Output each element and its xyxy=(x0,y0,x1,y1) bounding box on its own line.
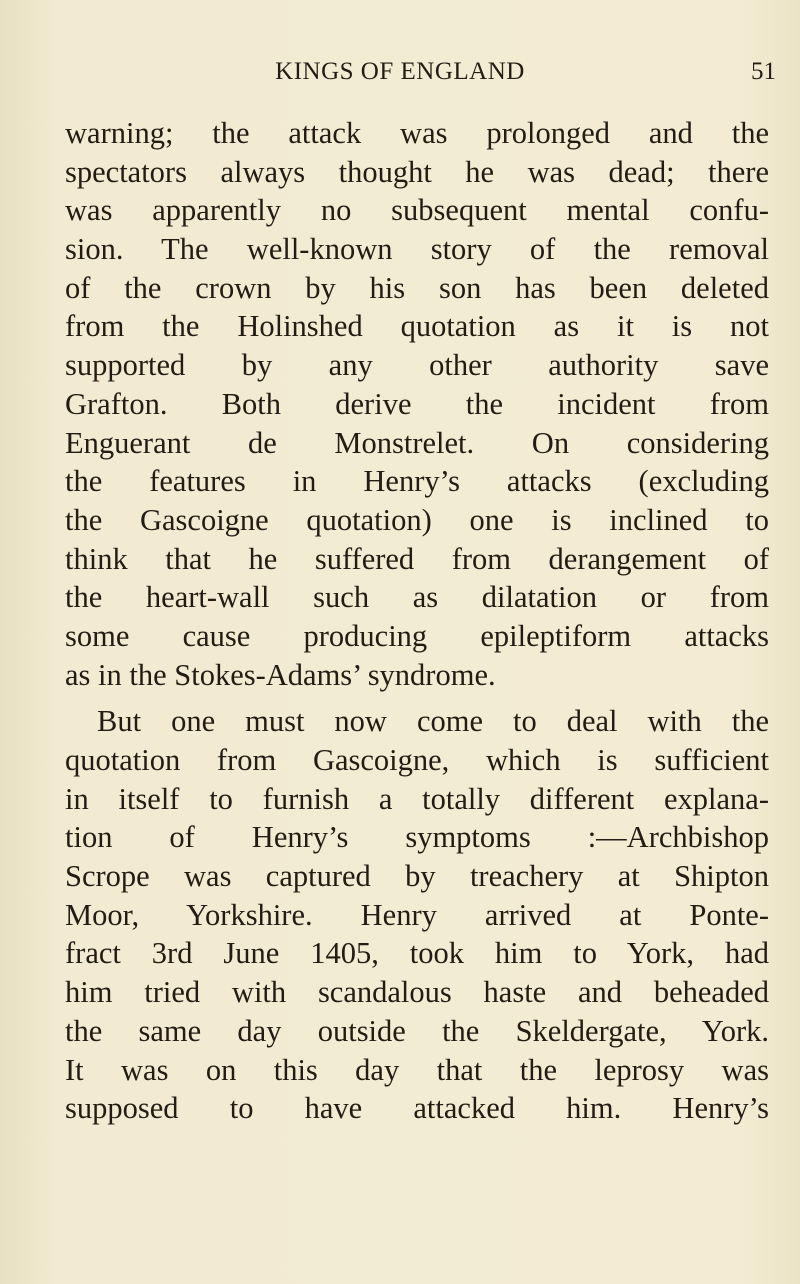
text-line: Scrope was captured by treachery at Shipton xyxy=(65,859,769,894)
text-line: the heart-wall such as dilatation or from xyxy=(65,580,769,615)
text-line: the Gascoigne quotation) one is inclined to xyxy=(65,502,769,537)
text-line: supposed to have attacked him. Henry’s xyxy=(65,1091,769,1126)
running-head: KINGS OF ENGLAND xyxy=(275,58,525,85)
paragraph-2 xyxy=(65,702,769,1128)
text-line: tion of Henry’s symptoms :—Archbishop xyxy=(65,820,769,855)
body-text xyxy=(65,114,769,1128)
paragraph-1 xyxy=(65,114,769,694)
text-line: fract 3rd June 1405, took him to York, had xyxy=(65,936,769,971)
text-line: quotation from Gascoigne, which is sufficient xyxy=(65,743,769,777)
text-line: of the crown by his son has been deleted xyxy=(65,270,769,305)
text-line: think that he suffered from derangement of xyxy=(65,541,769,576)
text-line: sion. The well-known story of the removal xyxy=(65,232,769,267)
text-line: the features in Henry’s attacks (excluding xyxy=(65,464,769,499)
text-line: from the Holinshed quotation as it is not xyxy=(65,309,769,344)
text-line: him tried with scandalous haste and beheaded xyxy=(65,975,769,1010)
text-line: supported by any other authority save xyxy=(65,348,769,383)
text-line: in itself to furnish a totally different explana- xyxy=(65,781,769,816)
text-line: But one must now come to deal with the xyxy=(97,704,769,739)
text-line: as in the Stokes-Adams’ syndrome. xyxy=(65,657,496,692)
text-line: some cause producing epileptiform attacks xyxy=(65,618,769,653)
text-line: the same day outside the Skeldergate, York. xyxy=(65,1013,769,1048)
text-line: warning; the attack was prolonged and the xyxy=(65,116,769,150)
page-header xyxy=(0,58,800,98)
text-line: Moor, Yorkshire. Henry arrived at Ponte- xyxy=(65,897,769,932)
text-line: spectators always thought he was dead; there xyxy=(65,154,769,189)
text-line: Grafton. Both derive the incident from xyxy=(65,386,769,421)
text-line: was apparently no subsequent mental confu- xyxy=(65,193,769,228)
text-line: Enguerant de Monstrelet. On considering xyxy=(65,425,769,460)
page-number: 51 xyxy=(751,58,776,85)
text-line: It was on this day that the leprosy was xyxy=(65,1052,769,1087)
